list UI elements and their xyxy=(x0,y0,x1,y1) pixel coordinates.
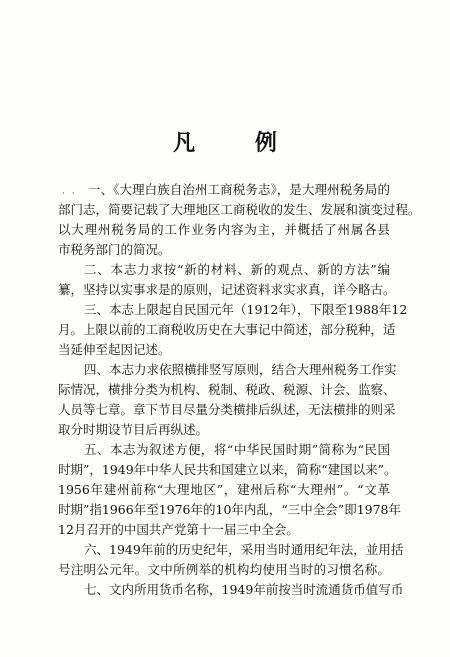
text-line: 二、本志力求按“新的材料、新的观点、新的方法”编 xyxy=(84,262,390,277)
text-line: 七、文内所用货币名称，1949年前按当时流通货币值写币 xyxy=(84,582,404,597)
text-line: 三、本志上限起自民国元年（1912年），下限至1988年12 xyxy=(84,302,408,317)
text-line: 四、本志力求依照横排竖写原则，结合大理州税务工作实 xyxy=(84,362,397,377)
text-line: 部门志，简要记载了大理地区工商税收的发生、发展和演变过程。 xyxy=(58,202,421,217)
text-line: 时期”，1949年中华人民共和国建立以来，简称“建国以来”。 xyxy=(58,462,397,477)
text-line: 纂，坚持以实事求是的原则，记述资料求实求真，详今略古。 xyxy=(58,282,396,297)
text-line: 六、1949年前的历史纪年，采用当时通用纪年法，並用括 xyxy=(84,542,404,557)
text-line: 取分时期设节目后再纵述。 xyxy=(58,422,209,437)
text-line: 号注明公元年。文中所例举的机构均使用当时的习惯名称。 xyxy=(58,562,390,577)
text-line: 一、《大理白族自治州工商税务志》，是大理州税务局的 xyxy=(88,182,390,197)
text-line: 人员等七章。章下节目尽量分类横排后纵述，无法横排的则采 xyxy=(58,402,396,417)
text-line: 时期”指1966年至1976年的10年内乱，“三中全会”即1978年 xyxy=(58,502,402,517)
text-line: 市税务部门的简况。 xyxy=(58,242,171,257)
page-title: 凡 例 xyxy=(173,130,303,156)
text-line: 当延伸至起因记述。 xyxy=(58,342,171,357)
text-line: 月。上限以前的工商税收历史在大事记中简述，部分税种，适 xyxy=(58,322,396,337)
text-line: 12月召开的中国共产党第十一届三中全会。 xyxy=(58,522,299,537)
text-line: 1956年建州前称“大理地区”，建州后称“大理州”。“文革 xyxy=(58,482,390,497)
text-line: 以大理州税务局的工作业务内容为主，并概括了州属各县 xyxy=(58,222,390,237)
scan-artifact: · · xyxy=(62,189,77,199)
text-line: 际情况，横排分类为机构、税制、税政、税源、计会、监察、 xyxy=(58,382,396,397)
text-line: 五、本志为叙述方便，将“中华民国时期”简称为“民国 xyxy=(84,442,390,457)
